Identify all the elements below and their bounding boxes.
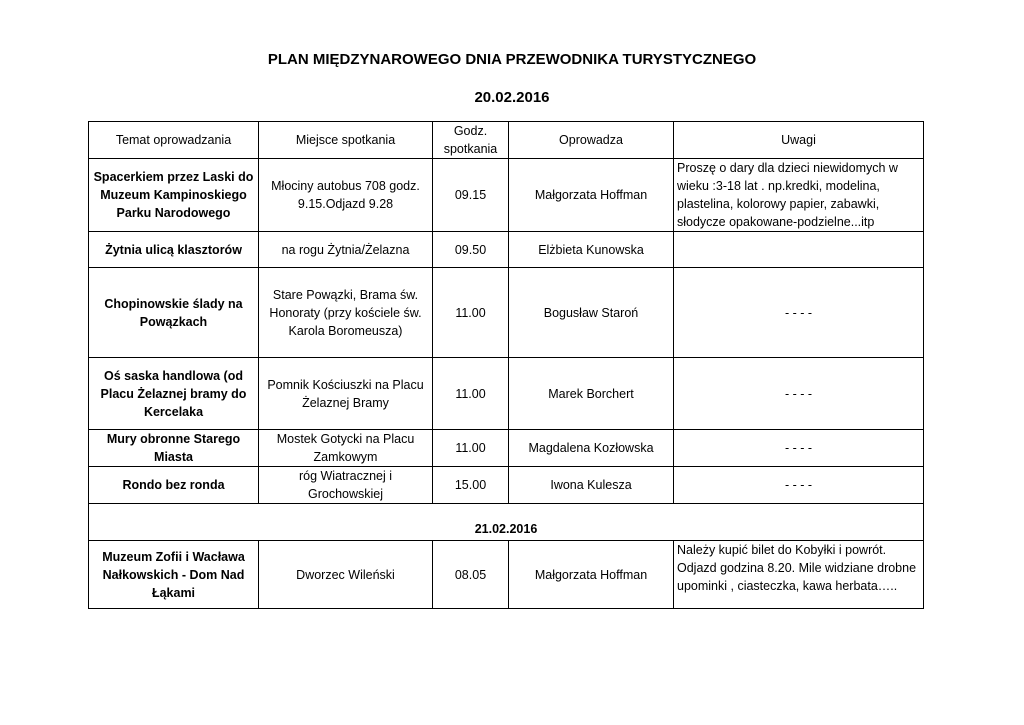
notes-cell: - - - - xyxy=(674,268,924,358)
guide-cell: Iwona Kulesza xyxy=(509,467,674,504)
time-cell: 11.00 xyxy=(433,430,509,467)
topic-cell: Spacerkiem przez Laski do Muzeum Kampinoskiego Parku Narodowego xyxy=(89,159,259,232)
table-row xyxy=(89,159,924,232)
column-header: Temat oprowadzania xyxy=(89,122,259,159)
document-title: PLAN MIĘDZYNAROWEGO DNIA PRZEWODNIKA TURYSTYCZNEGO xyxy=(267,51,757,68)
place-cell: Stare Powązki, Brama św. Honoraty (przy kościele św. Karola Boromeusza) xyxy=(259,268,433,358)
notes-cell: - - - - xyxy=(674,467,924,504)
table-row xyxy=(89,268,924,358)
date-separator-row xyxy=(89,504,924,541)
notes-cell: Proszę o dary dla dzieci niewidomych w wieku :3-18 lat . np.kredki, modelina, plastelina, kolorowy papier, zabawki, słodycze opakowane-podzielne...itp xyxy=(674,159,924,232)
guide-cell: Małgorzata Hoffman xyxy=(509,159,674,232)
notes-cell: - - - - xyxy=(674,430,924,467)
topic-cell: Mury obronne Starego Miasta xyxy=(89,430,259,467)
time-cell: 09.15 xyxy=(433,159,509,232)
time-cell: 15.00 xyxy=(433,467,509,504)
place-cell: Młociny autobus 708 godz. 9.15.Odjazd 9.28 xyxy=(259,159,433,232)
table-header-row xyxy=(89,122,924,159)
time-cell: 08.05 xyxy=(433,541,509,609)
column-header: Miejsce spotkania xyxy=(259,122,433,159)
topic-cell: Oś saska handlowa (od Placu Żelaznej bramy do Kercelaka xyxy=(89,358,259,430)
schedule-table xyxy=(88,121,924,609)
table-row xyxy=(89,541,924,609)
place-cell: Dworzec Wileński xyxy=(259,541,433,609)
guide-cell: Elżbieta Kunowska xyxy=(509,232,674,268)
column-header: Oprowadza xyxy=(509,122,674,159)
time-cell: 11.00 xyxy=(433,358,509,430)
table-row xyxy=(89,467,924,504)
place-cell: Mostek Gotycki na Placu Zamkowym xyxy=(259,430,433,467)
place-cell: róg Wiatracznej i Grochowskiej xyxy=(259,467,433,504)
topic-cell: Chopinowskie ślady na Powązkach xyxy=(89,268,259,358)
guide-cell: Bogusław Staroń xyxy=(509,268,674,358)
topic-cell: Muzeum Zofii i Wacława Nałkowskich - Dom Nad Łąkami xyxy=(89,541,259,609)
place-cell: na rogu Żytnia/Żelazna xyxy=(259,232,433,268)
table-row xyxy=(89,232,924,268)
date-separator: 21.02.2016 xyxy=(89,504,924,541)
notes-cell: Należy kupić bilet do Kobyłki i powrót. Odjazd godzina 8.20. Mile widziane drobne upominki , ciasteczka, kawa herbata….. xyxy=(674,541,924,609)
date-heading: 20.02.2016 xyxy=(474,89,550,106)
notes-cell: - - - - xyxy=(674,358,924,430)
guide-cell: Małgorzata Hoffman xyxy=(509,541,674,609)
place-cell: Pomnik Kościuszki na Placu Żelaznej Bramy xyxy=(259,358,433,430)
time-cell: 11.00 xyxy=(433,268,509,358)
column-header: Uwagi xyxy=(674,122,924,159)
topic-cell: Rondo bez ronda xyxy=(89,467,259,504)
time-cell: 09.50 xyxy=(433,232,509,268)
column-header: Godz. spotkania xyxy=(433,122,509,159)
topic-cell: Żytnia ulicą klasztorów xyxy=(89,232,259,268)
table-row xyxy=(89,430,924,467)
guide-cell: Marek Borchert xyxy=(509,358,674,430)
table-row xyxy=(89,358,924,430)
guide-cell: Magdalena Kozłowska xyxy=(509,430,674,467)
notes-cell xyxy=(674,232,924,268)
